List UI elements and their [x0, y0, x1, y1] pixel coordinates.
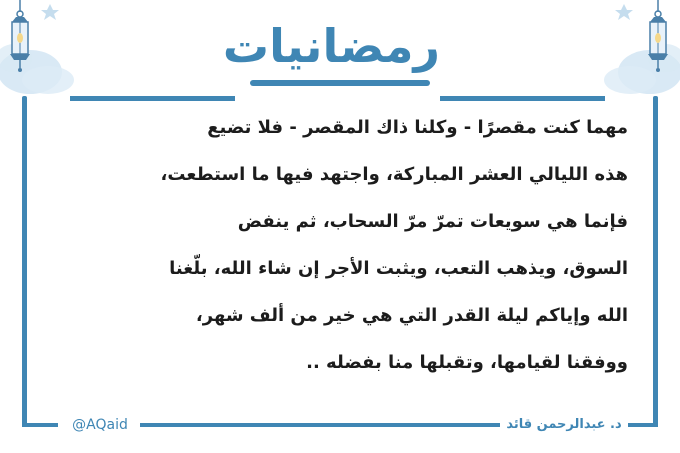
social-handle: @AQaid	[72, 417, 128, 433]
quote-line: فإنما هي سويعات تمرّ مرّ السحاب، ثم ينفض	[237, 211, 628, 232]
frame-border	[140, 423, 500, 427]
frame-border	[70, 96, 235, 101]
frame-border	[653, 96, 658, 426]
title-underline	[250, 80, 430, 86]
frame-border	[22, 423, 58, 427]
frame-border	[440, 96, 605, 101]
quote-body	[58, 104, 628, 386]
quote-line: مهما كنت مقصرًا - وكلنا ذاك المقصر - فلا تضيع	[207, 117, 628, 138]
frame-border	[628, 423, 658, 427]
frame-border	[22, 96, 27, 426]
author-name: د. عبدالرحمن قائد	[506, 417, 622, 432]
page-title: رمضانيات	[222, 19, 440, 73]
quote-line: ووفقنا لقيامها، وتقبلها منا بفضله ..	[306, 352, 628, 373]
quote-line: السوق، ويذهب التعب، ويثبت الأجر إن شاء الله، بلّغنا	[169, 258, 628, 279]
lantern-icon	[0, 0, 80, 100]
quote-line: هذه الليالي العشر المباركة، واجتهد فيها ما استطعت،	[160, 164, 628, 185]
lantern-icon	[600, 0, 680, 100]
quote-line: الله وإياكم ليلة القدر التي هي خير من ألف شهر،	[195, 305, 628, 326]
